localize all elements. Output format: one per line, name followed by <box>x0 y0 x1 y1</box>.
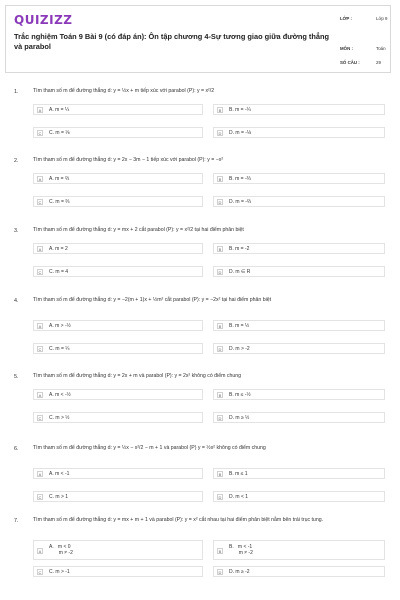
option-letter: C <box>38 270 42 275</box>
option-letter: C <box>38 131 42 136</box>
option-text: A. m < 0 m ≠ -2 <box>49 544 73 556</box>
question-text: Tìm tham số m để đường thẳng d: y = −2(m + 1)x + ½m² cắt parabol (P): y = −2x² tại hai điểm phân biệt <box>33 297 272 303</box>
answer-option-c[interactable] <box>33 266 203 277</box>
quizizz-logo: QUIZIZZ <box>14 13 73 27</box>
question-number: 6. <box>14 446 19 452</box>
answer-option-b[interactable] <box>213 389 385 400</box>
option-letter: A <box>38 472 42 477</box>
question-text: Tìm tham số m để đường thẳng d: y = 2x + m và parabol (P): y = 2x² không có điểm chung <box>33 373 241 379</box>
option-letter: D <box>218 270 222 275</box>
option-letter: B <box>218 324 222 329</box>
meta-question-count <box>340 60 381 65</box>
option-text: A. m = ¼ <box>49 107 70 113</box>
answer-option-b[interactable] <box>213 320 385 331</box>
answer-option-b[interactable] <box>213 104 385 115</box>
answer-option-a[interactable] <box>33 389 203 400</box>
question-number: 7. <box>14 518 19 524</box>
option-text: D. m ≥ -2 <box>229 569 250 575</box>
option-text: C. m = ⅔ <box>49 199 70 205</box>
option-text: A. m < -½ <box>49 392 71 398</box>
question-text: Tìm tham số m để đường thẳng d: y = 2x − 3m − 1 tiếp xúc với parabol (P): y = −x² <box>33 157 224 163</box>
answer-option-b[interactable] <box>213 243 385 254</box>
answer-option-d[interactable] <box>213 196 385 207</box>
option-letter: A <box>38 108 42 113</box>
option-text: A. m = ⅔ <box>49 176 70 182</box>
answer-option-d[interactable] <box>213 491 385 502</box>
option-text: C. m > -1 <box>49 569 70 575</box>
meta-value: Lớp 9 <box>376 16 388 21</box>
meta-label: MÔN : <box>340 46 353 51</box>
answer-option-c[interactable] <box>33 491 203 502</box>
answer-option-a[interactable] <box>33 104 203 115</box>
option-letter: C <box>38 495 42 500</box>
quiz-header <box>5 5 391 73</box>
option-text: C. m = 4 <box>49 269 69 275</box>
answer-option-b[interactable] <box>213 540 385 560</box>
option-letter: D <box>218 495 222 500</box>
answer-option-a[interactable] <box>33 468 203 479</box>
answer-option-d[interactable] <box>213 127 385 138</box>
option-letter: B <box>218 108 222 113</box>
option-text: C. m > 1 <box>49 494 69 500</box>
option-text: B. m = -2 <box>229 246 250 252</box>
option-letter: D <box>218 200 222 205</box>
question-text: Tìm tham số m để đường thẳng d: y = mx + m + 1 và parabol (P): y = x² cắt nhau tại hai điểm phân biệt nằm bên trái trục tung. <box>33 517 324 523</box>
answer-option-a[interactable] <box>33 320 203 331</box>
option-text: D. m < 1 <box>229 494 249 500</box>
answer-option-d[interactable] <box>213 412 385 423</box>
option-letter: D <box>218 416 222 421</box>
option-letter: A <box>38 247 42 252</box>
option-letter: C <box>38 570 42 575</box>
answer-option-c[interactable] <box>33 196 203 207</box>
option-letter: A <box>38 393 42 398</box>
option-text: D. m ≥ ½ <box>229 415 250 421</box>
answer-option-d[interactable] <box>213 266 385 277</box>
option-letter: B <box>218 247 222 252</box>
option-letter: A <box>38 548 42 554</box>
question-number: 3. <box>14 228 19 234</box>
option-text: C. m > ½ <box>49 415 70 421</box>
option-text: A. m > -½ <box>49 323 71 329</box>
question-text: Tìm tham số m để đường thẳng d: y = ½x − x²/2 − m + 1 và parabol (P) y = ½x² không có điểm chung <box>33 445 266 451</box>
answer-option-a[interactable] <box>33 243 203 254</box>
meta-label: LỚP : <box>340 16 352 21</box>
question-number: 4. <box>14 298 19 304</box>
question-number: 5. <box>14 374 19 380</box>
option-text: D. m > -2 <box>229 346 250 352</box>
option-text: B. m ≤ -½ <box>229 392 251 398</box>
answer-option-c[interactable] <box>33 343 203 354</box>
answer-option-c[interactable] <box>33 412 203 423</box>
option-letter: B <box>218 393 222 398</box>
question-number: 1. <box>14 89 19 95</box>
option-text: B. m = ½ <box>229 323 250 329</box>
option-text: A. m = 2 <box>49 246 68 252</box>
option-letter: A <box>38 177 42 182</box>
option-letter: A <box>38 324 42 329</box>
answer-option-c[interactable] <box>33 127 203 138</box>
answer-option-b[interactable] <box>213 173 385 184</box>
answer-option-c[interactable] <box>33 566 203 577</box>
answer-option-d[interactable] <box>213 566 385 577</box>
option-letter: D <box>218 570 222 575</box>
option-text: A. m < -1 <box>49 471 70 477</box>
option-letter: C <box>38 347 42 352</box>
option-letter: B <box>218 472 222 477</box>
option-letter: D <box>218 347 222 352</box>
answer-option-a[interactable] <box>33 173 203 184</box>
meta-label: SỐ CÂU : <box>340 60 360 65</box>
option-text: C. m = ¼ <box>49 346 70 352</box>
answer-option-d[interactable] <box>213 343 385 354</box>
answer-option-a[interactable] <box>33 540 203 560</box>
question-text: Tìm tham số m để đường thẳng d: y = mx + 2 cắt parabol (P): y = x²/2 tại hai điểm phân biệt <box>33 227 244 233</box>
question-text: Tìm tham số m để đường thẳng d: y = ½x + m tiếp xúc với parabol (P): y = x²/2 <box>33 88 215 94</box>
option-text: B. m ≤ 1 <box>229 471 248 477</box>
answer-option-b[interactable] <box>213 468 385 479</box>
option-text: B. m = -¼ <box>229 107 251 113</box>
option-text: B. m < -1 m ≠ -2 <box>229 544 253 556</box>
option-text: D. m = -⅛ <box>229 130 252 136</box>
option-text: D. m = -⅔ <box>229 199 252 205</box>
meta-subject <box>340 46 386 51</box>
option-text: C. m = ⅛ <box>49 130 70 136</box>
meta-value: 29 <box>376 60 381 65</box>
option-letter: B <box>218 548 222 554</box>
question-number: 2. <box>14 158 19 164</box>
option-letter: C <box>38 416 42 421</box>
quiz-title: Trắc nghiệm Toán 9 Bài 9 (có đáp án): Ôn tập chương 4-Sự tương giao giữa đường thẳng và parabol <box>14 32 330 51</box>
option-text: D. m ∈ R <box>229 269 251 275</box>
option-letter: C <box>38 200 42 205</box>
meta-value: Toán <box>376 46 386 51</box>
option-letter: D <box>218 131 222 136</box>
option-text: B. m = -⅔ <box>229 176 251 182</box>
meta-grade <box>340 16 388 21</box>
option-letter: B <box>218 177 222 182</box>
